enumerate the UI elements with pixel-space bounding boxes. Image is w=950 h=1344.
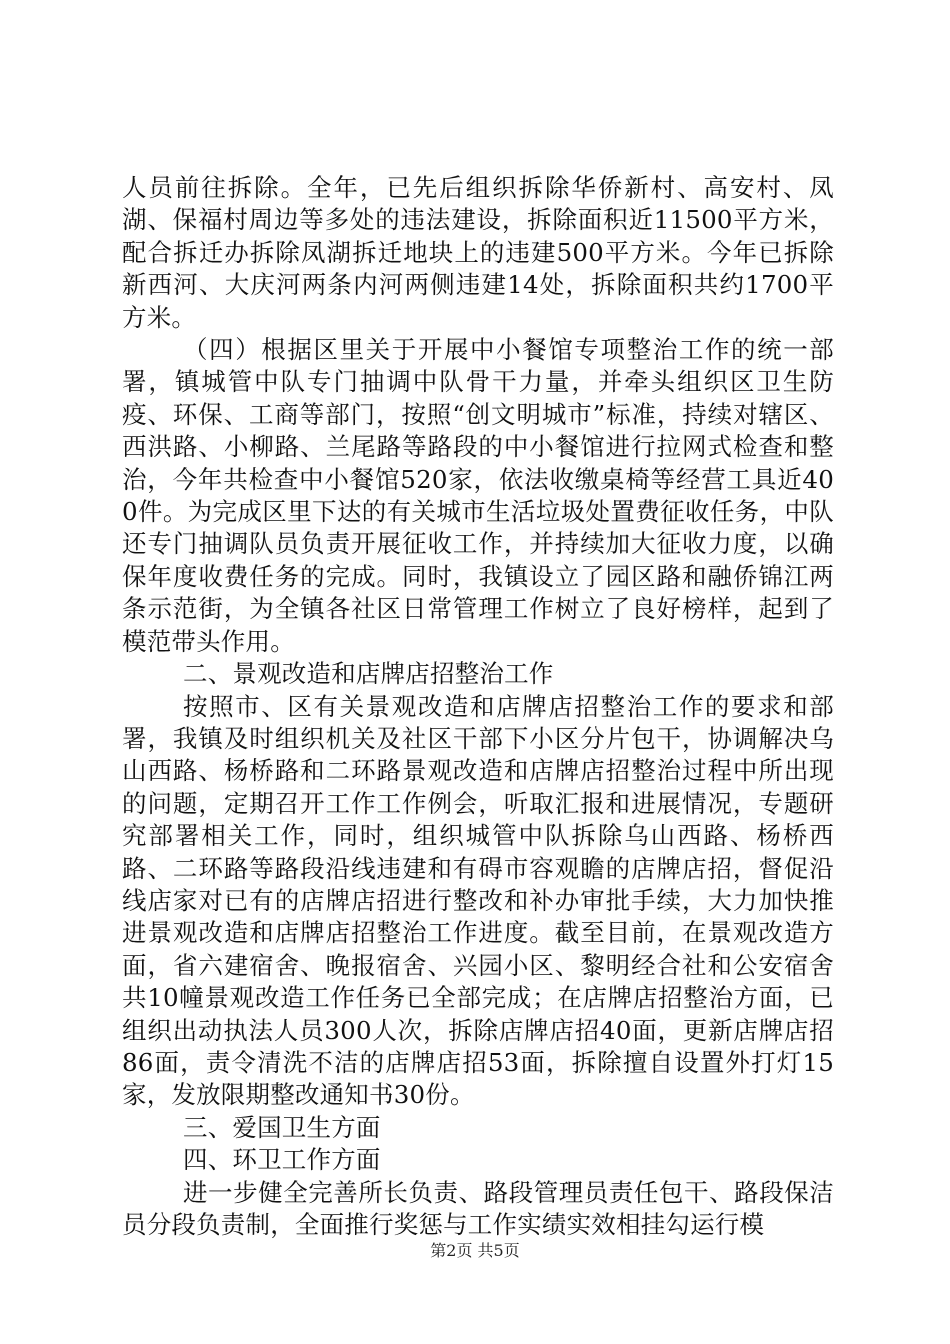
section-heading-landscape-signboard: 二、景观改造和店牌店招整治工作 [183, 659, 554, 689]
paragraph-demolition-summary: 人员前往拆除。全年，已先后组织拆除华侨新村、高安村、凤湖、保福村周边等多处的违法建设，拆除面积近11500平方米，配合拆迁办拆除凤湖拆迁地块上的违建500平方米。今年已拆除新西河、大庆河两条内河两侧违建14处，拆除面积共约1700平方米。 [122, 173, 834, 332]
section-heading-sanitation: 四、环卫工作方面 [183, 1145, 381, 1175]
paragraph-restaurant-rectification: （四）根据区里关于开展中小餐馆专项整治工作的统一部署，镇城管中队专门抽调中队骨干力量，并牵头组织区卫生防疫、环保、工商等部门，按照“创文明城市”标准，持续对辖区、西洪路、小柳路、兰尾路等路段的中小餐馆进行拉网式检查和整治，今年共检查中小餐馆520家，依法收缴桌椅等经营工具近400件。为完成区里下达的有关城市生活垃圾处置费征收任务，中队还专门抽调队员负责开展征收工作，并持续加大征收力度，以确保年度收费任务的完成。同时，我镇设立了园区路和融侨锦江两条示范街，为全镇各社区日常管理工作树立了良好榜样，起到了模范带头作用。 [122, 335, 834, 656]
section-heading-patriotic-health: 三、爱国卫生方面 [183, 1112, 381, 1142]
page-number-footer: 第2页 共5页 [430, 1241, 520, 1260]
paragraph-landscape-signboard: 按照市、区有关景观改造和店牌店招整治工作的要求和部署，我镇及时组织机关及社区干部下小区分片包干，协调解决乌山西路、杨桥路和二环路景观改造和店牌店招整治过程中所出现的问题，定期召开工作工作例会，听取汇报和进展情况，专题研究部署相关工作，同时，组织城管中队拆除乌山西路、杨桥西路、二环路等路段沿线违建和有碍市容观瞻的店牌店招，督促沿线店家对已有的店牌店招进行整改和补办审批手续，大力加快推进景观改造和店牌店招整治工作进度。截至目前，在景观改造方面，省六建宿舍、晚报宿舍、兴园小区、黎明经合社和公安宿舍共10幢景观改造工作任务已全部完成；在店牌店招整治方面，已组织出动执法人员300人次，拆除店牌店招40面，更新店牌店招86面，责令清洗不洁的店牌店招53面，拆除擅自设置外打灯15家，发放限期整改通知书30份。 [122, 691, 834, 1110]
document-body [122, 172, 834, 1241]
paragraph-sanitation-responsibility: 进一步健全完善所长负责、路段管理员责任包干、路段保洁员分段负责制，全面推行奖惩与工作实绩实效相挂勾运行模 [122, 1177, 834, 1239]
